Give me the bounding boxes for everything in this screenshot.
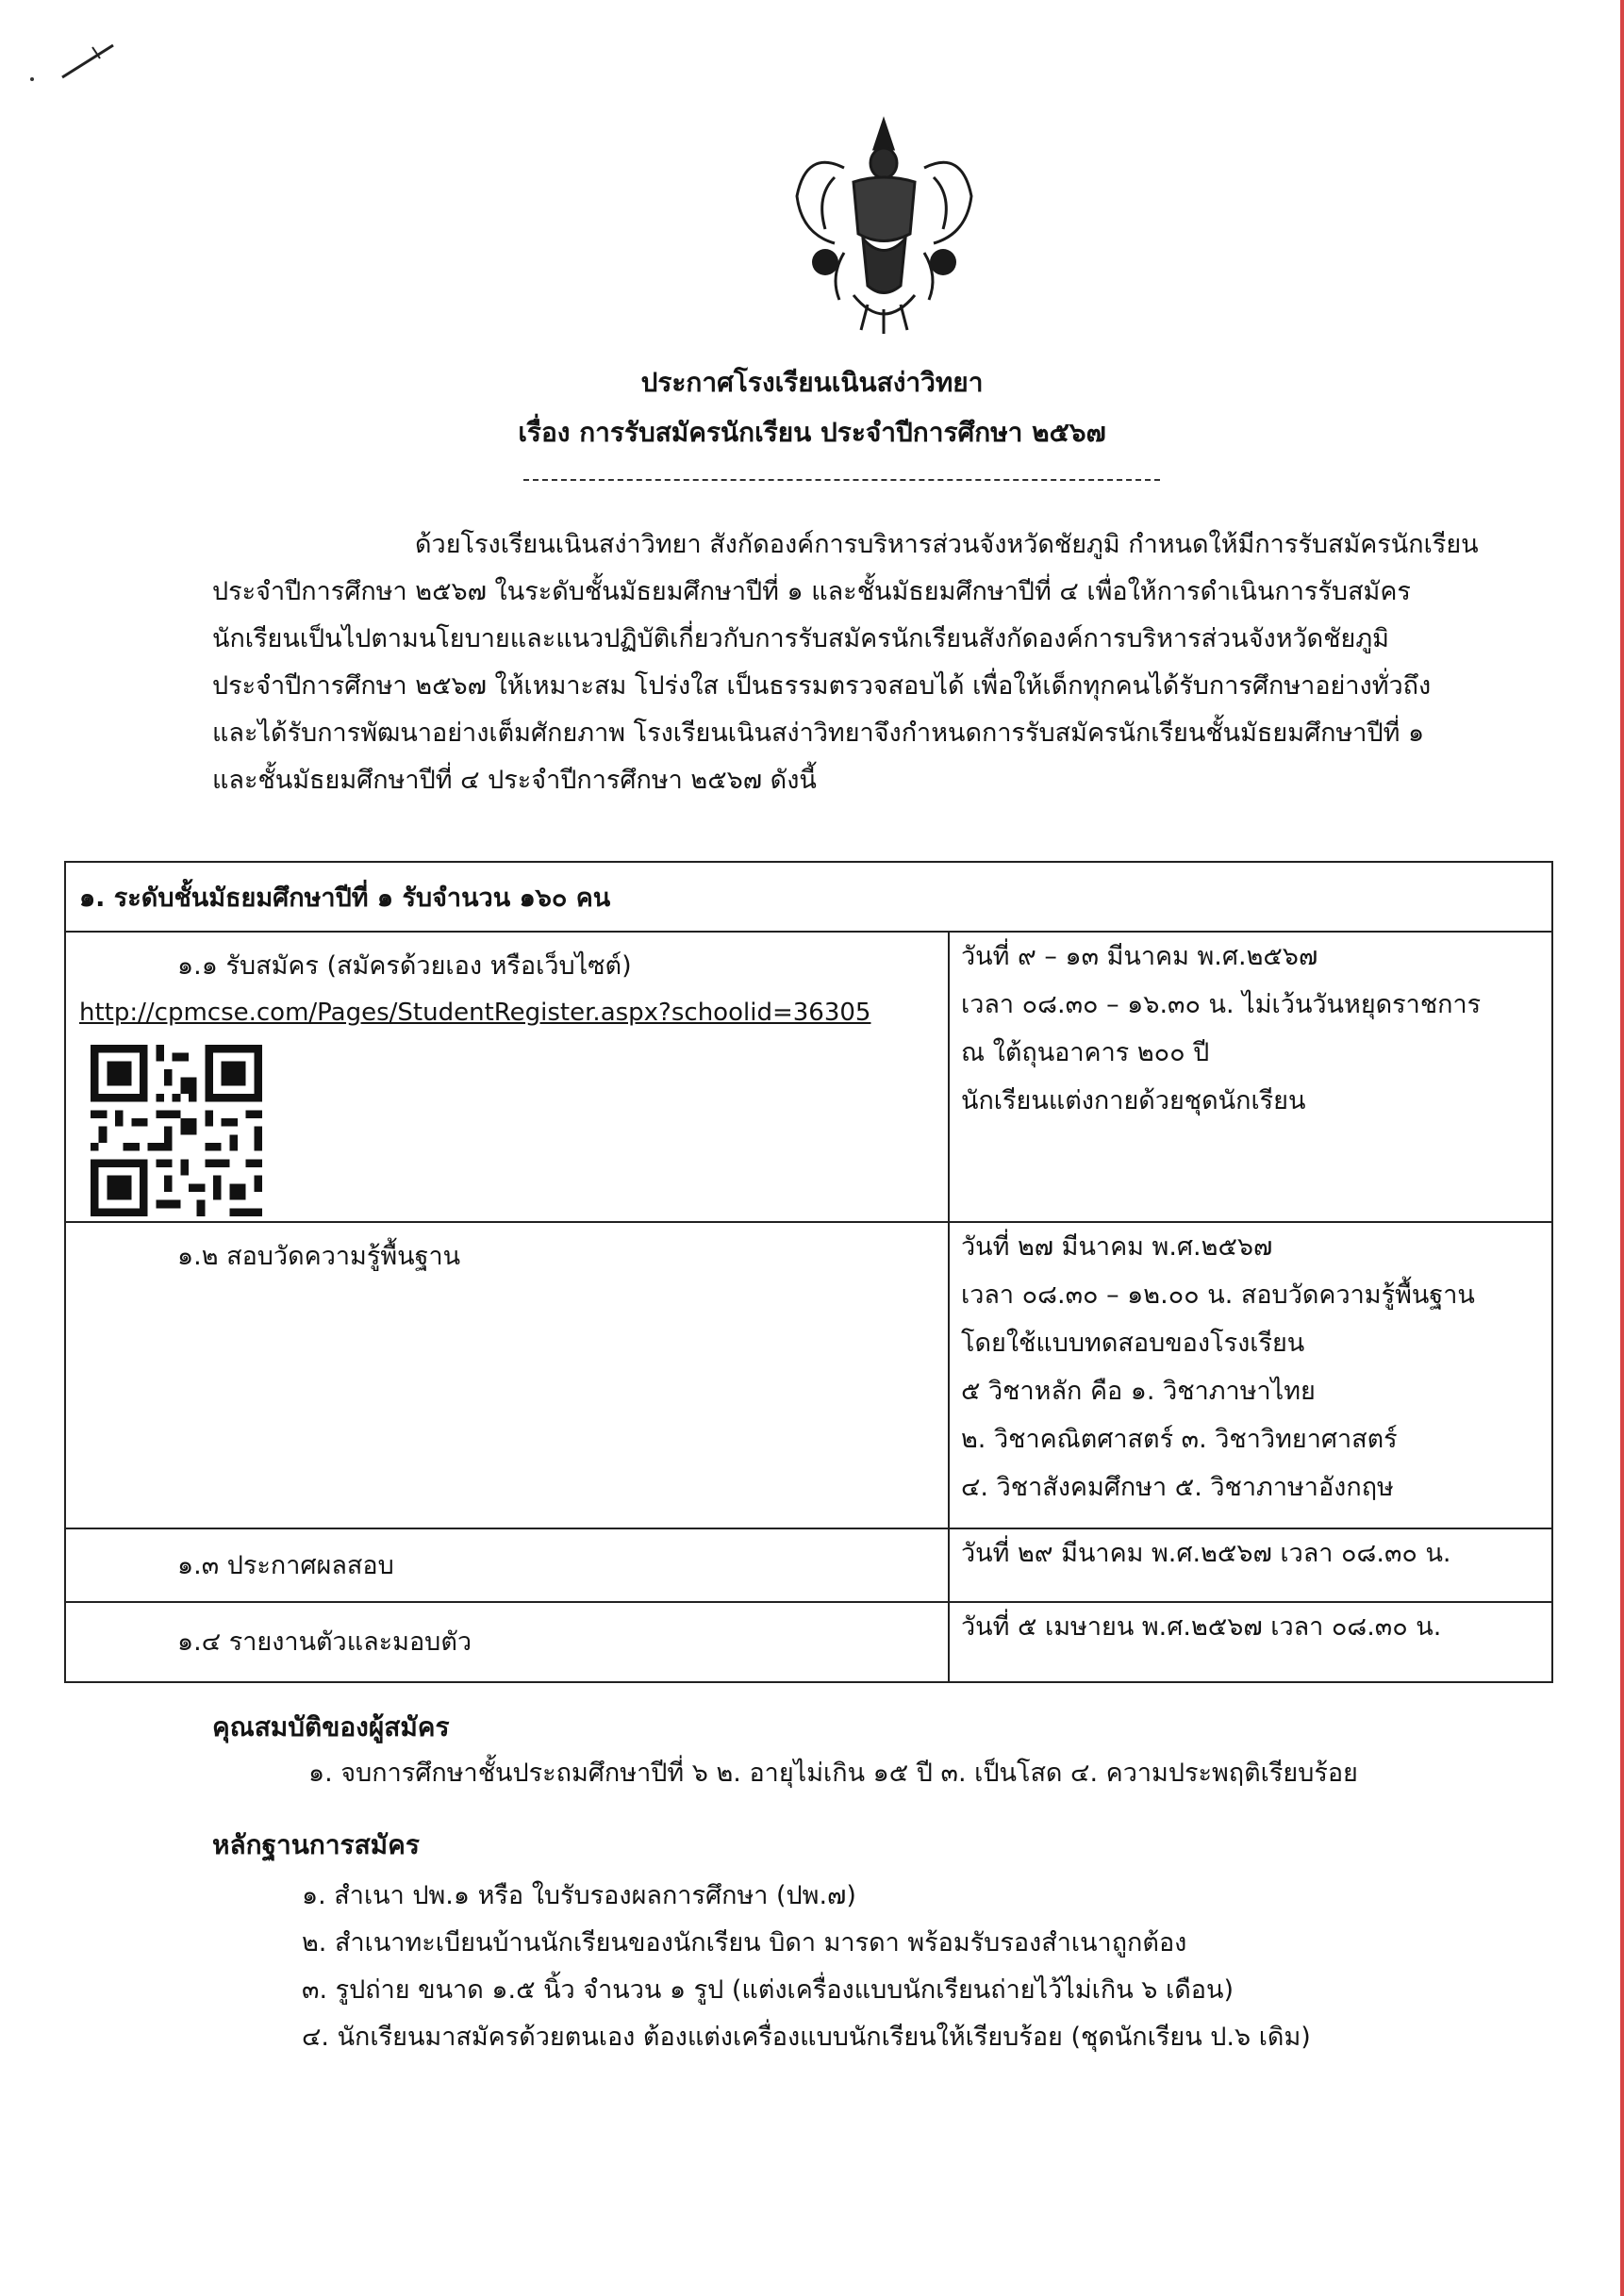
table-row <box>65 1528 1552 1602</box>
detail-line: ๒. วิชาคณิตศาสตร์ ๓. วิชาวิทยาศาสตร์ <box>961 1425 1398 1454</box>
body-line: และได้รับการพัฒนาอย่างเต็มศักยภาพ โรงเรียนเนินสง่าวิทยาจึงกำหนดการรับสมัครนักเรียนชั้นมัธยมศึกษาปีที่ ๑ <box>212 719 1425 748</box>
body-paragraph <box>212 521 1542 804</box>
schedule-detail-cell <box>949 1602 1552 1682</box>
schedule-detail-cell <box>949 1528 1552 1602</box>
detail-line: ๕ วิชาหลัก คือ ๑. วิชาภาษาไทย <box>961 1377 1316 1406</box>
page-edge-line <box>1620 0 1624 2296</box>
schedule-label-cell <box>65 1602 949 1682</box>
schedule-header: ๑. ระดับชั้นมัธยมศึกษาปีที่ ๑ รับจำนวน ๑๖๐ คน <box>65 862 1552 932</box>
schedule-label-cell <box>65 1528 949 1602</box>
document-title: ประกาศโรงเรียนเนินสง่าวิทยา <box>640 367 984 398</box>
table-row <box>65 1222 1552 1528</box>
detail-line: เวลา ๐๘.๓๐ – ๑๒.๐๐ น. สอบวัดความรู้พื้นฐาน <box>961 1280 1475 1310</box>
schedule-table <box>64 861 1553 1683</box>
qualifications-text: ๑. จบการศึกษาชั้นประถมศึกษาปีที่ ๖ ๒. อายุไม่เกิน ๑๕ ปี ๓. เป็นโสด ๔. ความประพฤติเรียบร้อย <box>308 1759 1358 1788</box>
schedule-label-cell <box>65 1222 949 1528</box>
row-label: ๑.๔ รายงานตัวและมอบตัว <box>177 1627 472 1657</box>
detail-line: เวลา ๐๘.๓๐ – ๑๖.๓๐ น. ไม่เว้นวันหยุดราชการ <box>961 990 1482 1019</box>
qualifications-heading: คุณสมบัติของผู้สมัคร <box>212 1711 450 1743</box>
table-row <box>65 1602 1552 1682</box>
garuda-emblem-icon <box>787 111 981 338</box>
body-line: นักเรียนเป็นไปตามนโยบายและแนวปฏิบัติเกี่ยวกับการรับสมัครนักเรียนสังกัดองค์การบริหารส่วนจังหวัดชัยภูมิ <box>212 624 1389 653</box>
register-link[interactable]: http://cpmcse.com/Pages/StudentRegister.aspx?schoolid=36305 <box>79 999 871 1027</box>
title-divider <box>523 479 1160 481</box>
body-line: ด้วยโรงเรียนเนินสง่าวิทยา สังกัดองค์การบริหารส่วนจังหวัดชัยภูมิ กำหนดให้มีการรับสมัครนักเรียน <box>415 530 1479 559</box>
evidence-item: ๔. นักเรียนมาสมัครด้วยตนเอง ต้องแต่งเครื่องแบบนักเรียนให้เรียบร้อย (ชุดนักเรียน ป.๖ เดิม) <box>302 2023 1311 2052</box>
detail-line: โดยใช้แบบทดสอบของโรงเรียน <box>961 1329 1305 1358</box>
evidence-item: ๑. สำเนา ปพ.๑ หรือ ใบรับรองผลการศึกษา (ปพ.๗) <box>302 1881 856 1910</box>
schedule-label-cell <box>65 932 949 1222</box>
detail-line: วันที่ ๒๗ มีนาคม พ.ศ.๒๕๖๗ <box>961 1232 1273 1262</box>
detail-line: นักเรียนแต่งกายด้วยชุดนักเรียน <box>961 1086 1306 1115</box>
evidence-item: ๒. สำเนาทะเบียนบ้านนักเรียนของนักเรียน บิดา มารดา พร้อมรับรองสำเนาถูกต้อง <box>302 1928 1187 1957</box>
detail-line: ๔. วิชาสังคมศึกษา ๕. วิชาภาษาอังกฤษ <box>961 1473 1394 1502</box>
body-line: ประจำปีการศึกษา ๒๕๖๗ ให้เหมาะสม โปร่งใส เป็นธรรมตรวจสอบได้ เพื่อให้เด็กทุกคนได้รับการศึกษาอย่างทั่วถึง <box>212 671 1432 701</box>
row-label: ๑.๒ สอบวัดความรู้พื้นฐาน <box>177 1242 461 1271</box>
detail-line: วันที่ ๕ เมษายน พ.ศ.๒๕๖๗ เวลา ๐๘.๓๐ น. <box>961 1612 1442 1642</box>
schedule-detail-cell <box>949 1222 1552 1528</box>
pen-mark-icon <box>26 28 121 94</box>
body-line: และชั้นมัธยมศึกษาปีที่ ๔ ประจำปีการศึกษา ๒๕๖๗ ดังนี้ <box>212 766 817 795</box>
qr-code-icon <box>91 1045 262 1216</box>
detail-line: ณ ใต้ถุนอาคาร ๒๐๐ ปี <box>961 1038 1210 1067</box>
detail-line: วันที่ ๙ – ๑๓ มีนาคม พ.ศ.๒๕๖๗ <box>961 942 1318 971</box>
row-label: ๑.๓ ประกาศผลสอบ <box>177 1550 394 1580</box>
schedule-detail-cell <box>949 932 1552 1222</box>
document-subject: เรื่อง การรับสมัครนักเรียน ประจำปีการศึกษา ๒๕๖๗ <box>518 417 1106 448</box>
table-row <box>65 932 1552 1222</box>
row-label: ๑.๑ รับสมัคร (สมัครด้วยเอง หรือเว็บไซต์) <box>177 951 632 981</box>
body-line: ประจำปีการศึกษา ๒๕๖๗ ในระดับชั้นมัธยมศึกษาปีที่ ๑ และชั้นมัธยมศึกษาปีที่ ๔ เพื่อให้การดำเนินการรับสมัคร <box>212 577 1411 606</box>
detail-line: วันที่ ๒๙ มีนาคม พ.ศ.๒๕๖๗ เวลา ๐๘.๓๐ น. <box>961 1539 1451 1568</box>
evidence-item: ๓. รูปถ่าย ขนาด ๑.๕ นิ้ว จำนวน ๑ รูป (แต่งเครื่องแบบนักเรียนถ่ายไว้ไม่เกิน ๖ เดือน) <box>302 1975 1234 2005</box>
evidence-heading: หลักฐานการสมัคร <box>212 1829 420 1860</box>
